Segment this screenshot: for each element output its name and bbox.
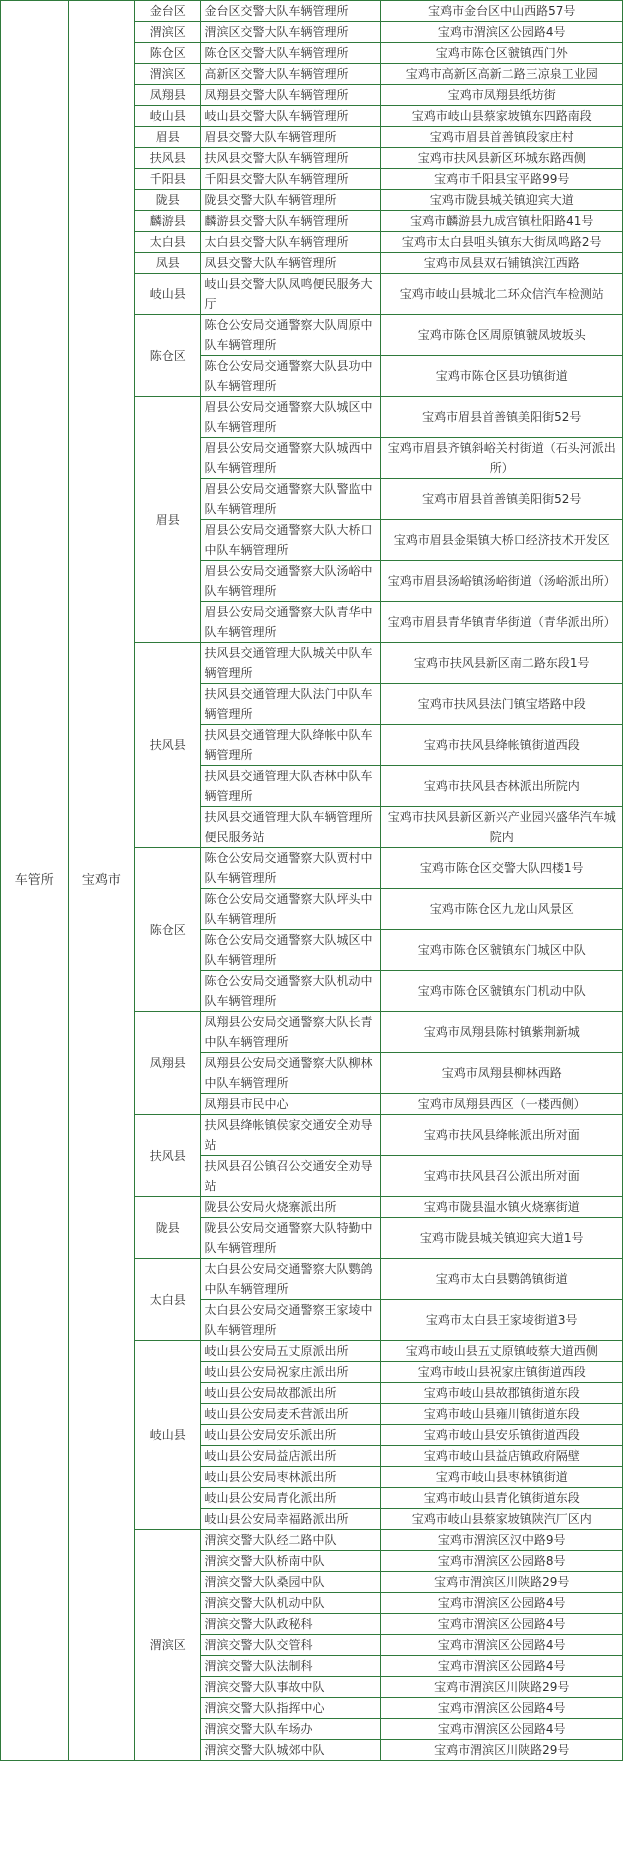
address-cell: 宝鸡市凤翔县西区（一楼西侧） [381, 1094, 623, 1115]
office-name-cell: 岐山县公安局祝家庄派出所 [201, 1362, 381, 1383]
address-cell: 宝鸡市眉县首善镇段家庄村 [381, 127, 623, 148]
office-name-cell: 渭滨交警大队事故中队 [201, 1677, 381, 1698]
district-cell: 千阳县 [135, 169, 201, 190]
address-cell: 宝鸡市岐山县祝家庄镇街道西段 [381, 1362, 623, 1383]
district-cell: 扶风县 [135, 1115, 201, 1197]
office-name-cell: 眉县公安局交通警察大队大桥口中队车辆管理所 [201, 520, 381, 561]
office-name-cell: 陈仓公安局交通警察大队周原中队车辆管理所 [201, 315, 381, 356]
district-cell: 岐山县 [135, 274, 201, 315]
district-cell: 金台区 [135, 1, 201, 22]
district-cell: 凤翔县 [135, 85, 201, 106]
office-name-cell: 岐山县交警大队凤鸣便民服务大厅 [201, 274, 381, 315]
office-name-cell: 渭滨交警大队指挥中心 [201, 1698, 381, 1719]
district-cell: 眉县 [135, 397, 201, 643]
address-cell: 宝鸡市陈仓区虢镇东门城区中队 [381, 930, 623, 971]
address-cell: 宝鸡市陈仓区县功镇街道 [381, 356, 623, 397]
office-name-cell: 陇县交警大队车辆管理所 [201, 190, 381, 211]
address-cell: 宝鸡市渭滨区公园路4号 [381, 1656, 623, 1677]
address-cell: 宝鸡市渭滨区公园路4号 [381, 1719, 623, 1740]
office-name-cell: 千阳县交警大队车辆管理所 [201, 169, 381, 190]
address-cell: 宝鸡市扶风县新区新兴产业园兴盛华汽车城院内 [381, 807, 623, 848]
district-cell: 凤县 [135, 253, 201, 274]
address-cell: 宝鸡市扶风县法门镇宝塔路中段 [381, 684, 623, 725]
address-cell: 宝鸡市岐山县故郡镇街道东段 [381, 1383, 623, 1404]
office-name-cell: 渭滨交警大队城郊中队 [201, 1740, 381, 1761]
address-cell: 宝鸡市陇县城关镇迎宾大道 [381, 190, 623, 211]
address-cell: 宝鸡市太白县咀头镇东大街凤鸣路2号 [381, 232, 623, 253]
office-name-cell: 扶风县交通管理大队城关中队车辆管理所 [201, 643, 381, 684]
office-name-cell: 高新区交警大队车辆管理所 [201, 64, 381, 85]
office-name-cell: 眉县公安局交通警察大队汤峪中队车辆管理所 [201, 561, 381, 602]
address-cell: 宝鸡市高新区高新二路三凉泉工业园 [381, 64, 623, 85]
office-name-cell: 麟游县交警大队车辆管理所 [201, 211, 381, 232]
office-name-cell: 眉县公安局交通警察大队城区中队车辆管理所 [201, 397, 381, 438]
district-cell: 扶风县 [135, 148, 201, 169]
office-name-cell: 岐山县公安局枣林派出所 [201, 1467, 381, 1488]
office-name-cell: 渭滨交警大队政秘科 [201, 1614, 381, 1635]
address-cell: 宝鸡市渭滨区公园路8号 [381, 1551, 623, 1572]
district-cell: 太白县 [135, 1259, 201, 1341]
address-cell: 宝鸡市金台区中山西路57号 [381, 1, 623, 22]
office-name-cell: 陈仓区交警大队车辆管理所 [201, 43, 381, 64]
office-name-cell: 扶风县交通管理大队杏林中队车辆管理所 [201, 766, 381, 807]
office-name-cell: 太白县公安局交通警察王家堎中队车辆管理所 [201, 1300, 381, 1341]
district-cell: 渭滨区 [135, 22, 201, 43]
address-cell: 宝鸡市岐山县五丈原镇岐蔡大道西侧 [381, 1341, 623, 1362]
address-cell: 宝鸡市渭滨区汉中路9号 [381, 1530, 623, 1551]
address-cell: 宝鸡市渭滨区公园路4号 [381, 1593, 623, 1614]
address-cell: 宝鸡市渭滨区公园路4号 [381, 1698, 623, 1719]
city-cell: 宝鸡市 [68, 1, 134, 1761]
address-cell: 宝鸡市渭滨区公园路4号 [381, 1635, 623, 1656]
address-cell: 宝鸡市岐山县益店镇政府隔壁 [381, 1446, 623, 1467]
office-name-cell: 眉县公安局交通警察大队警监中队车辆管理所 [201, 479, 381, 520]
address-cell: 宝鸡市扶风县新区环城东路西侧 [381, 148, 623, 169]
district-cell: 渭滨区 [135, 64, 201, 85]
address-cell: 宝鸡市岐山县青化镇街道东段 [381, 1488, 623, 1509]
office-name-cell: 岐山县公安局五丈原派出所 [201, 1341, 381, 1362]
address-cell: 宝鸡市陈仓区周原镇虢凤坡坂头 [381, 315, 623, 356]
district-cell: 渭滨区 [135, 1530, 201, 1761]
office-name-cell: 岐山县公安局幸福路派出所 [201, 1509, 381, 1530]
office-name-cell: 岐山县交警大队车辆管理所 [201, 106, 381, 127]
office-name-cell: 陈仓公安局交通警察大队坪头中队车辆管理所 [201, 889, 381, 930]
office-name-cell: 眉县公安局交通警察大队青华中队车辆管理所 [201, 602, 381, 643]
office-name-cell: 凤翔县交警大队车辆管理所 [201, 85, 381, 106]
office-name-cell: 陈仓公安局交通警察大队县功中队车辆管理所 [201, 356, 381, 397]
office-name-cell: 扶风县交通管理大队绛帐中队车辆管理所 [201, 725, 381, 766]
office-name-cell: 凤县交警大队车辆管理所 [201, 253, 381, 274]
address-cell: 宝鸡市渭滨区川陕路29号 [381, 1572, 623, 1593]
office-name-cell: 渭滨交警大队法制科 [201, 1656, 381, 1677]
district-cell: 陈仓区 [135, 848, 201, 1012]
office-name-cell: 岐山县公安局青化派出所 [201, 1488, 381, 1509]
address-cell: 宝鸡市岐山县安乐镇街道西段 [381, 1425, 623, 1446]
office-name-cell: 渭滨交警大队经二路中队 [201, 1530, 381, 1551]
address-cell: 宝鸡市岐山县蔡家坡镇陕汽厂区内 [381, 1509, 623, 1530]
office-name-cell: 凤翔县公安局交通警察大队长青中队车辆管理所 [201, 1012, 381, 1053]
address-cell: 宝鸡市渭滨区川陕路29号 [381, 1677, 623, 1698]
address-cell: 宝鸡市扶风县召公派出所对面 [381, 1156, 623, 1197]
office-name-cell: 金台区交警大队车辆管理所 [201, 1, 381, 22]
address-cell: 宝鸡市陈仓区九龙山风景区 [381, 889, 623, 930]
office-name-cell: 陈仓公安局交通警察大队城区中队车辆管理所 [201, 930, 381, 971]
address-cell: 宝鸡市千阳县宝平路99号 [381, 169, 623, 190]
address-cell: 宝鸡市凤翔县纸坊街 [381, 85, 623, 106]
address-cell: 宝鸡市凤翔县柳林西路 [381, 1053, 623, 1094]
address-cell: 宝鸡市扶风县杏林派出所院内 [381, 766, 623, 807]
address-cell: 宝鸡市凤县双石铺镇滨江西路 [381, 253, 623, 274]
district-cell: 眉县 [135, 127, 201, 148]
district-cell: 岐山县 [135, 1341, 201, 1530]
address-cell: 宝鸡市扶风县绛帐派出所对面 [381, 1115, 623, 1156]
office-name-cell: 陈仓公安局交通警察大队贾村中队车辆管理所 [201, 848, 381, 889]
office-name-cell: 岐山县公安局益店派出所 [201, 1446, 381, 1467]
office-name-cell: 凤翔县市民中心 [201, 1094, 381, 1115]
address-cell: 宝鸡市眉县青华镇青华街道（青华派出所） [381, 602, 623, 643]
office-name-cell: 凤翔县公安局交通警察大队柳林中队车辆管理所 [201, 1053, 381, 1094]
address-cell: 宝鸡市渭滨区公园路4号 [381, 1614, 623, 1635]
office-name-cell: 扶风县交通管理大队车辆管理所便民服务站 [201, 807, 381, 848]
office-name-cell: 陈仓公安局交通警察大队机动中队车辆管理所 [201, 971, 381, 1012]
address-cell: 宝鸡市岐山县枣林镇街道 [381, 1467, 623, 1488]
office-name-cell: 扶风县交通管理大队法门中队车辆管理所 [201, 684, 381, 725]
address-cell: 宝鸡市陈仓区交警大队四楼1号 [381, 848, 623, 889]
address-cell: 宝鸡市陈仓区虢镇东门机动中队 [381, 971, 623, 1012]
district-cell: 岐山县 [135, 106, 201, 127]
office-name-cell: 扶风县召公镇召公交通安全劝导站 [201, 1156, 381, 1197]
address-cell: 宝鸡市渭滨区公园路4号 [381, 22, 623, 43]
district-cell: 陈仓区 [135, 315, 201, 397]
address-cell: 宝鸡市眉县首善镇美阳街52号 [381, 397, 623, 438]
address-cell: 宝鸡市眉县汤峪镇汤峪街道（汤峪派出所） [381, 561, 623, 602]
office-name-cell: 岐山县公安局安乐派出所 [201, 1425, 381, 1446]
office-name-cell: 陇县公安局交通警察大队特勤中队车辆管理所 [201, 1218, 381, 1259]
address-cell: 宝鸡市岐山县城北二环众信汽车检测站 [381, 274, 623, 315]
address-cell: 宝鸡市眉县金渠镇大桥口经济技术开发区 [381, 520, 623, 561]
office-name-cell: 渭滨交警大队车场办 [201, 1719, 381, 1740]
office-name-cell: 陇县公安局火烧寨派出所 [201, 1197, 381, 1218]
office-name-cell: 渭滨区交警大队车辆管理所 [201, 22, 381, 43]
address-cell: 宝鸡市太白县鹦鸽镇街道 [381, 1259, 623, 1300]
district-cell: 太白县 [135, 232, 201, 253]
address-cell: 宝鸡市渭滨区川陕路29号 [381, 1740, 623, 1761]
office-name-cell: 太白县交警大队车辆管理所 [201, 232, 381, 253]
district-cell: 麟游县 [135, 211, 201, 232]
table-row [1, 1, 623, 22]
district-cell: 陇县 [135, 190, 201, 211]
address-cell: 宝鸡市眉县齐镇斜峪关村街道（石头河派出所） [381, 438, 623, 479]
category-cell: 车管所 [1, 1, 69, 1761]
address-cell: 宝鸡市陈仓区虢镇西门外 [381, 43, 623, 64]
office-name-cell: 渭滨交警大队桑园中队 [201, 1572, 381, 1593]
address-cell: 宝鸡市太白县王家堎街道3号 [381, 1300, 623, 1341]
address-cell: 宝鸡市眉县首善镇美阳街52号 [381, 479, 623, 520]
district-cell: 陈仓区 [135, 43, 201, 64]
table-body [1, 1, 623, 1761]
district-cell: 陇县 [135, 1197, 201, 1259]
office-name-cell: 渭滨交警大队桥南中队 [201, 1551, 381, 1572]
address-cell: 宝鸡市麟游县九成宫镇杜阳路41号 [381, 211, 623, 232]
address-cell: 宝鸡市陇县城关镇迎宾大道1号 [381, 1218, 623, 1259]
address-cell: 宝鸡市扶风县新区南二路东段1号 [381, 643, 623, 684]
address-cell: 宝鸡市陇县温水镇火烧寨街道 [381, 1197, 623, 1218]
office-name-cell: 渭滨交警大队机动中队 [201, 1593, 381, 1614]
office-name-cell: 扶风县绛帐镇侯家交通安全劝导站 [201, 1115, 381, 1156]
office-name-cell: 渭滨交警大队交管科 [201, 1635, 381, 1656]
office-name-cell: 扶风县交警大队车辆管理所 [201, 148, 381, 169]
office-name-cell: 眉县公安局交通警察大队城西中队车辆管理所 [201, 438, 381, 479]
office-name-cell: 太白县公安局交通警察大队鹦鸽中队车辆管理所 [201, 1259, 381, 1300]
address-cell: 宝鸡市岐山县蔡家坡镇东四路南段 [381, 106, 623, 127]
office-name-cell: 眉县交警大队车辆管理所 [201, 127, 381, 148]
address-cell: 宝鸡市凤翔县陈村镇紫荆新城 [381, 1012, 623, 1053]
address-cell: 宝鸡市岐山县雍川镇街道东段 [381, 1404, 623, 1425]
district-cell: 凤翔县 [135, 1012, 201, 1115]
district-cell: 扶风县 [135, 643, 201, 848]
office-name-cell: 岐山县公安局故郡派出所 [201, 1383, 381, 1404]
office-name-cell: 岐山县公安局麦禾营派出所 [201, 1404, 381, 1425]
address-cell: 宝鸡市扶风县绛帐镇街道西段 [381, 725, 623, 766]
